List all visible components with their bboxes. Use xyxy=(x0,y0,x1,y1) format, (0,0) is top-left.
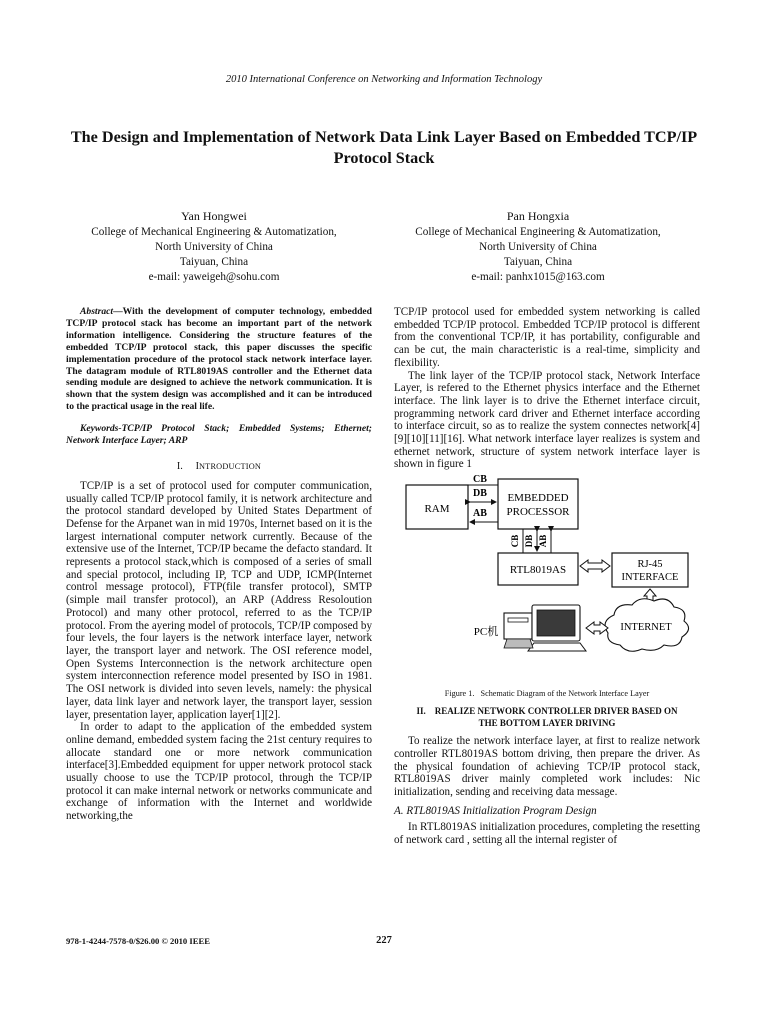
author-name: Yan Hongwei xyxy=(181,209,247,223)
ab-label: AB xyxy=(473,508,487,520)
section2-paragraph-1: To realize the network interface layer, at first to realize network controller RTL8019AS bottom driving, then prepare the driver. As the physical foundation of achieving TCP/IP protocol stack, RTL8019AS driver mainly completed work includes: Nic initialization, sending and receiving data message. xyxy=(394,735,700,798)
right-paragraph-1: TCP/IP protocol used for embedded system networking is called embedded TCP/IP protocol. Embedded TCP/IP protocol is different from the conventional TCP/IP, it has portability, configurable and can be cut, the main characteristic is a real-time, simplicity and flexibility. xyxy=(394,306,700,369)
author-email: e-mail: yaweigeh@sohu.com xyxy=(148,271,280,283)
keywords: Keywords-TCP/IP Protocol Stack; Embedded Systems; Ethernet; Network Interface Layer; ARP xyxy=(66,423,372,447)
section2-paragraph-2: In RTL8019AS initialization procedures, completing the resetting of network card , setting all the internal register of xyxy=(394,821,700,847)
processor-box xyxy=(498,479,578,529)
pc-screen xyxy=(537,610,575,636)
processor-label-2: PROCESSOR xyxy=(506,506,570,519)
abstract xyxy=(66,306,372,413)
pc-label: PC机 xyxy=(473,626,499,639)
footer-isbn: 978-1-4244-7578-0/$26.00 © 2010 IEEE xyxy=(66,936,210,946)
rtl-label: RTL8019AS xyxy=(509,564,567,577)
section-title-initial: I xyxy=(195,461,199,473)
intro-paragraph-2: In order to adapt to the application of the embedded system online demand, embedded system facing the 21st century requires to allocate standard one or more network communication interface[3].Embedded equipment for upper network protocol stack usually choose to use the TCP/IP protocol, through the TCP/IP protocol it can make internal network or networks communicate and exchange of information with the Internet and worldwide networking,the xyxy=(66,721,372,823)
cb-label: CB xyxy=(473,474,487,486)
pc-tower xyxy=(504,613,532,639)
db-vertical-label: DB xyxy=(524,534,534,548)
author-affiliation: College of Mechanical Engineering & Automatization, xyxy=(91,226,337,238)
caption-text: Schematic Diagram of the Network Interface Layer xyxy=(480,688,650,698)
ram-label: RAM xyxy=(424,503,450,516)
figure-1 xyxy=(394,473,700,698)
right-column xyxy=(394,306,700,847)
rtl-rj45-arrow xyxy=(580,560,610,572)
author-city: Taiyuan, China xyxy=(179,256,249,268)
cb-vertical-label: CB xyxy=(510,534,520,548)
conference-header: 2010 International Conference on Networking and Information Technology xyxy=(225,74,543,85)
section-heading-introduction xyxy=(66,461,372,474)
caption-label: Figure 1. xyxy=(444,688,475,698)
rj45-label-1: RJ-45 xyxy=(637,559,663,571)
author-university: North University of China xyxy=(155,241,273,253)
right-paragraph-2: The link layer of the TCP/IP protocol stack, Network Interface Layer, is refered to the Ethernet physics interface and the Ethernet interface. The link layer is to drive the Ethernet interface circuit, programming network card driver and Ethernet interface according to interface circuit, so as to realize the system connectes network[4][9][10][11][16]. What network interface layer realizes is system and ethernet network, structure of system network interface layer is shown in figure 1 xyxy=(394,369,700,471)
db-label: DB xyxy=(473,488,487,500)
ab-vertical-label: AB xyxy=(538,534,548,548)
author-name: Pan Hongxia xyxy=(506,209,570,223)
left-column xyxy=(66,306,372,823)
subsection-heading: A. RTL8019AS Initialization Program Design xyxy=(394,804,597,817)
abstract-label: Abstract xyxy=(80,306,114,317)
author-block-1 xyxy=(54,209,374,285)
network-interface-diagram xyxy=(394,473,700,681)
section-number: I. xyxy=(176,461,183,473)
section-number: II. xyxy=(416,706,426,717)
section-title-line-1: REALIZE NETWORK CONTROLLER DRIVER BASED ON xyxy=(434,706,678,717)
abstract-text: —With the development of computer technology, embedded TCP/IP protocol stack has become an important part of the network information intelligence. Considering the structure features of the embedded TCP/IP protocol stack, this paper discusses the specific implementation procedure of the protocol stack network interface layer. The datagram module of RTL8019AS controller and the Ethernet data sending module are designed to achieve the network communication. It is shown that the system design was accomplished and it can be introduced to the practical usage in the real life. xyxy=(66,306,372,413)
section-title-rest: NTRODUCTION xyxy=(198,462,262,472)
author-email: e-mail: panhx1015@163.com xyxy=(471,271,605,283)
paper-title: The Design and Implementation of Network Data Link Layer Based on Embedded TCP/IP Protocol Stack xyxy=(70,128,698,167)
pc-keyboard xyxy=(528,643,586,651)
author-block-2 xyxy=(378,209,698,285)
author-university: North University of China xyxy=(479,241,597,253)
section-title-line-2: THE BOTTOM LAYER DRIVING xyxy=(478,718,616,729)
intro-paragraph-1: TCP/IP is a set of protocol used for computer communication, usually called TCP/IP protocol family, it is network architecture and the protocol standard developed by United States Department of Defense for the Arpanet wan in mid 1970s, Internet based on it is the largest international computer network currently. Because of the extensive use of the Internet, TCP/IP became the defacto standard. It represents a protocol stack,which is composed of a series of small and special protocol, including IP, TCP and UDP, ICMP(Internet control message protocol), FTP(file transfer protocol), SMTP (simple mail transfer protocol), an ARP (Address Resoloution Protocol) and many other protocol, referred to as the TCP/IP protocol. From the ayering model of protocols, TCP/IP composed by four levels, the four layers is the network interface layer, network layer, the transport layer and network. The OSI reference model, Open Systems Interconnection is the network architecture open system interconnection reference model presented by ISO in 1981. The OSI network is divided into seven levels, namely: the physical layer, data link layer and network layer, the transport layer, session layer, presentation layer, application layer[1][2]. xyxy=(66,479,372,721)
processor-label-1: EMBEDDED xyxy=(507,492,569,505)
rj45-label-2: INTERFACE xyxy=(621,572,679,584)
author-affiliation: College of Mechanical Engineering & Automatization, xyxy=(415,226,661,238)
figure-caption xyxy=(394,688,700,701)
page-number: 227 xyxy=(376,935,392,946)
section-heading-2 xyxy=(394,705,700,729)
internet-label: INTERNET xyxy=(620,622,672,634)
author-city: Taiyuan, China xyxy=(503,256,573,268)
